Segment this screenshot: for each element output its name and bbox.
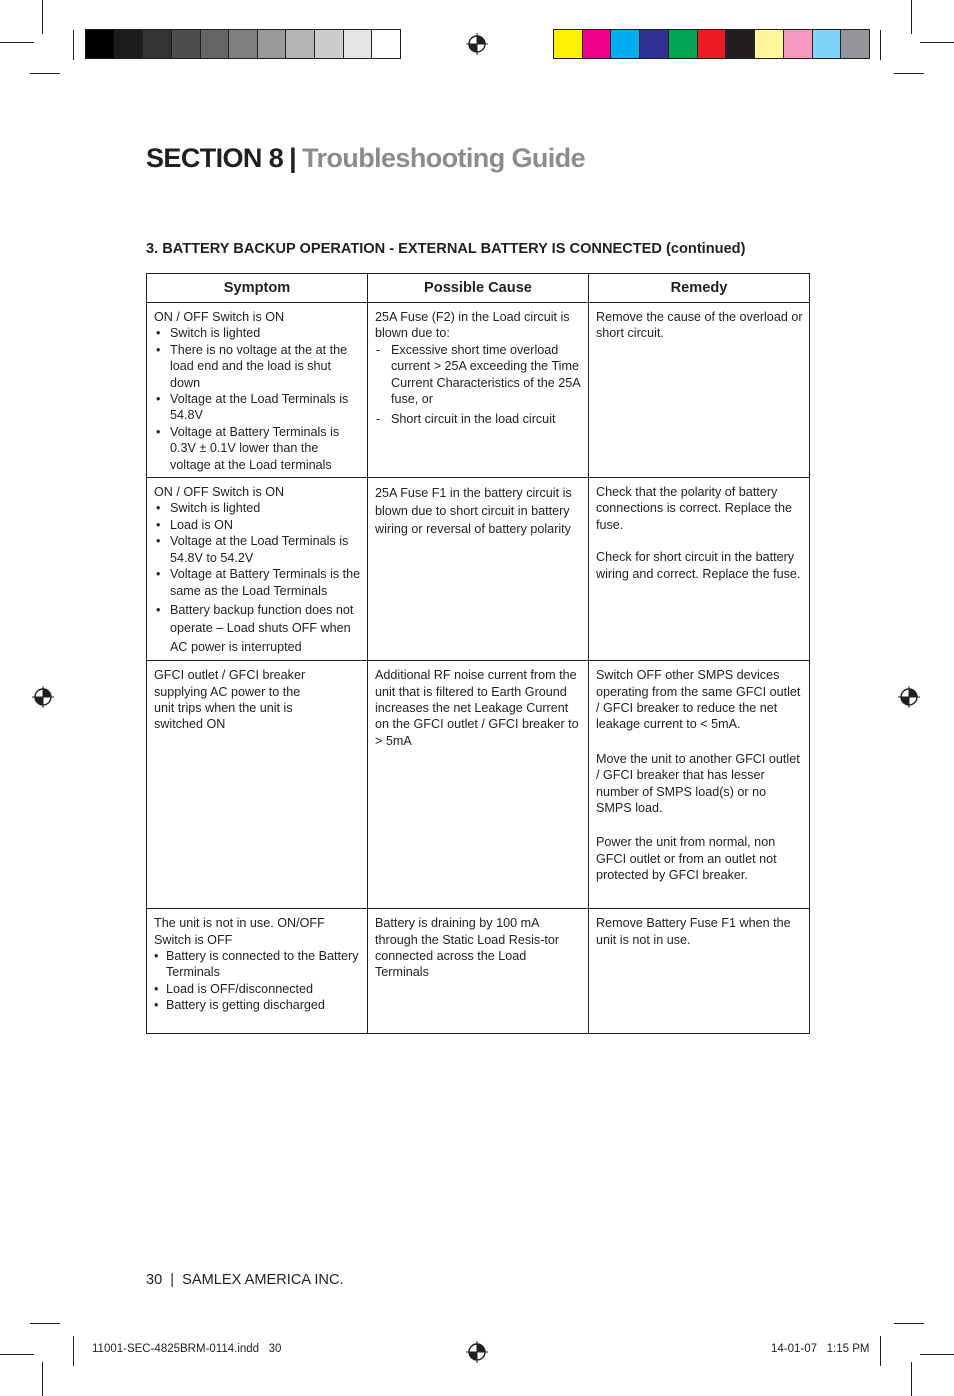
symptom-cell bbox=[147, 478, 368, 661]
symptom-list bbox=[154, 948, 361, 1014]
table-row bbox=[147, 661, 810, 909]
list-item: • Battery is getting discharged bbox=[154, 997, 361, 1013]
color-swatch bbox=[669, 30, 698, 58]
crop-mark bbox=[30, 73, 60, 74]
color-swatch bbox=[554, 30, 583, 58]
registration-mark-icon bbox=[32, 686, 54, 708]
section-number: SECTION 8 bbox=[146, 143, 284, 173]
color-swatch bbox=[583, 30, 612, 58]
color-swatch bbox=[258, 30, 287, 58]
crop-mark bbox=[911, 0, 912, 34]
color-swatch bbox=[172, 30, 201, 58]
crop-mark bbox=[73, 30, 74, 60]
page-footer bbox=[146, 1272, 344, 1288]
symptom-intro: The unit is not in use. ON/OFF Switch is OFF bbox=[154, 916, 325, 947]
list-item: - Excessive short time overload current > 25A exceeding the Time Current Characteristics of the 25A fuse, or bbox=[375, 342, 582, 408]
color-swatch bbox=[143, 30, 172, 58]
color-swatch bbox=[813, 30, 842, 58]
remedy-cell bbox=[589, 478, 810, 661]
color-swatch bbox=[841, 30, 869, 58]
list-item: • Switch is lighted bbox=[154, 325, 361, 341]
remedy-text: Check that the polarity of battery connections is correct. Replace the fuse. bbox=[596, 485, 793, 532]
list-item: • Battery backup function does not operate – Load shuts OFF when AC power is interrupted bbox=[154, 601, 361, 656]
color-swatch bbox=[344, 30, 373, 58]
color-swatch bbox=[229, 30, 258, 58]
slug-file-info: 11001-SEC-4825BRM-0114.indd 30 bbox=[92, 1343, 282, 1355]
column-header-symptom: Symptom bbox=[147, 274, 368, 303]
color-swatch bbox=[372, 30, 400, 58]
title-separator: | bbox=[289, 143, 297, 173]
remedy-cell bbox=[589, 661, 810, 909]
section-title bbox=[146, 143, 585, 174]
crop-mark bbox=[920, 42, 954, 43]
list-item: • Voltage at Battery Terminals is 0.3V ± 0.1V lower than the voltage at the Load terminals bbox=[154, 424, 361, 473]
remedy-cell bbox=[589, 303, 810, 478]
list-item: • Load is ON bbox=[154, 517, 361, 533]
symptom-cell bbox=[147, 661, 368, 909]
color-swatch bbox=[755, 30, 784, 58]
cause-intro: 25A Fuse (F2) in the Load circuit is blown due to: bbox=[375, 310, 570, 341]
cause-text: 25A Fuse F1 in the battery circuit is blown due to short circuit in battery wiring or reversal of battery polarity bbox=[375, 486, 572, 537]
symptom-intro: ON / OFF Switch is ON bbox=[154, 310, 285, 324]
crop-mark bbox=[0, 42, 34, 43]
crop-mark bbox=[42, 0, 43, 34]
color-swatch bbox=[315, 30, 344, 58]
process-color-bar bbox=[553, 29, 870, 59]
color-swatch bbox=[784, 30, 813, 58]
remedy-text: Power the unit from normal, non GFCI outlet or from an outlet not protected by GFCI breaker. bbox=[596, 835, 777, 883]
column-header-possible-cause: Possible Cause bbox=[368, 274, 589, 303]
symptom-cell bbox=[147, 909, 368, 1034]
remedy-text: Remove the cause of the overload or short circuit. bbox=[596, 310, 803, 341]
registration-mark-icon bbox=[466, 33, 488, 55]
color-swatch bbox=[640, 30, 669, 58]
crop-mark bbox=[894, 1323, 924, 1324]
list-item: • Load is OFF/disconnected bbox=[154, 981, 361, 997]
remedy-text: Remove Battery Fuse F1 when the unit is not in use. bbox=[596, 916, 791, 947]
color-swatch bbox=[611, 30, 640, 58]
list-item: - Short circuit in the load circuit bbox=[375, 411, 582, 427]
footer-separator: | bbox=[170, 1272, 175, 1288]
grayscale-color-bar bbox=[85, 29, 401, 59]
list-item: • Voltage at Battery Terminals is the same as the Load Terminals bbox=[154, 566, 361, 599]
symptom-list bbox=[154, 500, 361, 656]
color-swatch bbox=[115, 30, 144, 58]
company-name: SAMLEX AMERICA INC. bbox=[182, 1272, 344, 1288]
crop-mark bbox=[42, 1362, 43, 1396]
crop-mark bbox=[894, 73, 924, 74]
crop-mark bbox=[73, 1336, 74, 1366]
symptom-list bbox=[154, 325, 361, 473]
cause-text: Additional RF noise current from the unit that is filtered to Earth Ground increases the net Leakage Current on the GFCI outlet / GFCI breaker to > 5mA bbox=[375, 668, 579, 748]
table-row bbox=[147, 909, 810, 1034]
section-name: Troubleshooting Guide bbox=[302, 143, 585, 173]
page-number: 30 bbox=[146, 1272, 163, 1288]
table-row bbox=[147, 303, 810, 478]
column-header-remedy: Remedy bbox=[589, 274, 810, 303]
cause-cell bbox=[368, 303, 589, 478]
remedy-text: Switch OFF other SMPS devices operating from the same GFCI outlet / GFCI breaker to reduce the net leakage current to < 5mA. bbox=[596, 668, 801, 732]
list-item: • There is no voltage at the at the load end and the load is shut down bbox=[154, 342, 361, 391]
symptom-intro: ON / OFF Switch is ON bbox=[154, 485, 285, 500]
cause-cell bbox=[368, 909, 589, 1034]
cause-cell bbox=[368, 478, 589, 661]
color-swatch bbox=[286, 30, 315, 58]
remedy-text: Check for short circuit in the battery wiring and correct. Replace the fuse. bbox=[596, 550, 801, 581]
cause-list bbox=[375, 342, 582, 428]
color-swatch bbox=[726, 30, 755, 58]
color-swatch bbox=[698, 30, 727, 58]
symptom-text: GFCI outlet / GFCI breaker supplying AC power to the unit trips when the unit is switched ON bbox=[154, 668, 306, 732]
color-swatch bbox=[86, 30, 115, 58]
crop-mark bbox=[911, 1362, 912, 1396]
crop-mark bbox=[30, 1323, 60, 1324]
list-item: • Switch is lighted bbox=[154, 500, 361, 516]
subsection-title: 3. BATTERY BACKUP OPERATION - EXTERNAL BATTERY IS CONNECTED (continued) bbox=[146, 241, 746, 257]
troubleshooting-table bbox=[146, 273, 810, 1034]
table-header-row bbox=[147, 274, 810, 303]
list-item: • Voltage at the Load Terminals is 54.8V to 54.2V bbox=[154, 533, 361, 566]
cause-cell bbox=[368, 661, 589, 909]
slug-datetime: 14-01-07 1:15 PM bbox=[771, 1343, 870, 1355]
color-swatch bbox=[201, 30, 230, 58]
remedy-text: Move the unit to another GFCI outlet / GFCI breaker that has lesser number of SMPS load(s) or no SMPS load. bbox=[596, 751, 800, 815]
list-item: • Voltage at the Load Terminals is 54.8V bbox=[154, 391, 361, 424]
table-row bbox=[147, 478, 810, 661]
symptom-cell bbox=[147, 303, 368, 478]
crop-mark bbox=[880, 1336, 881, 1366]
crop-mark bbox=[880, 30, 881, 60]
registration-mark-icon bbox=[898, 686, 920, 708]
crop-mark bbox=[0, 1354, 34, 1355]
cause-text: Battery is draining by 100 mA through the Static Load Resis-tor connected across the Load Terminals bbox=[375, 916, 560, 980]
registration-mark-icon bbox=[466, 1341, 488, 1363]
crop-mark bbox=[920, 1354, 954, 1355]
list-item: • Battery is connected to the Battery Terminals bbox=[154, 948, 361, 981]
remedy-cell bbox=[589, 909, 810, 1034]
